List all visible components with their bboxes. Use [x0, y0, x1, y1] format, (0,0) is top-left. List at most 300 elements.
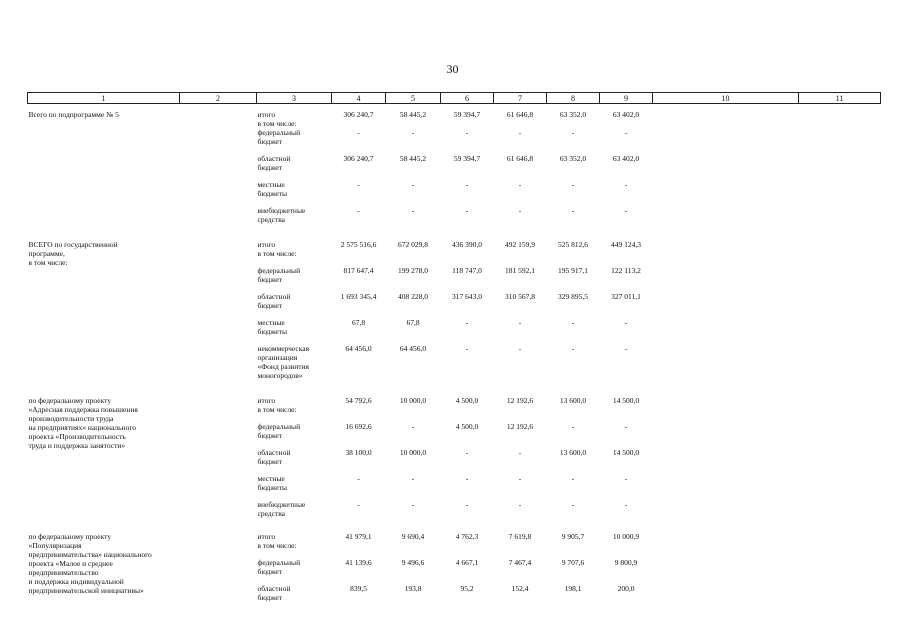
amount-value: 200,0	[617, 584, 635, 593]
column-header: 6	[441, 93, 494, 104]
empty-cell	[653, 500, 799, 526]
amount-value: -	[571, 318, 575, 327]
amount-value: 54 792,6	[345, 396, 372, 405]
funding-source-label: местные бюджеты	[257, 474, 288, 492]
amount-value: -	[571, 500, 575, 509]
amount-value-cell	[441, 266, 494, 292]
amount-value-cell	[494, 344, 547, 390]
amount-value-cell	[494, 318, 547, 344]
amount-value-cell	[547, 422, 600, 448]
amount-value: 12 192,6	[506, 422, 534, 431]
amount-value-cell	[441, 318, 494, 344]
amount-value: -	[411, 422, 415, 431]
amount-value-cell	[494, 180, 547, 206]
funding-source-label: федеральный бюджет	[257, 266, 301, 284]
funding-source-label: областной бюджет	[257, 448, 291, 466]
amount-value: -	[411, 206, 415, 215]
amount-value: 492 159,9	[505, 240, 535, 249]
amount-value: -	[465, 448, 469, 457]
group-title-cell	[28, 396, 180, 526]
amount-value-cell	[600, 104, 653, 129]
amount-value-cell	[547, 266, 600, 292]
amount-value: -	[571, 474, 575, 483]
amount-value-cell	[386, 344, 441, 390]
empty-cell	[799, 584, 881, 606]
column-header: 2	[180, 93, 257, 104]
amount-value: 327 011,1	[611, 292, 641, 301]
funding-source-label-cell	[257, 558, 332, 584]
table-row	[28, 240, 881, 266]
amount-value: -	[518, 318, 522, 327]
group-title: по федеральному проекту «Адресная поддержка повышения производительности труда на предприятиях» национального проекта «Производительность труда и поддержка занятости»	[28, 396, 138, 450]
amount-value-cell	[600, 266, 653, 292]
amount-value-cell	[494, 206, 547, 232]
funding-source-label-cell	[257, 500, 332, 526]
amount-value-cell	[547, 240, 600, 266]
empty-cell	[653, 344, 799, 390]
amount-value: 4 500,0	[455, 422, 479, 431]
funding-source-label-cell	[257, 474, 332, 500]
amount-value: -	[357, 128, 360, 137]
amount-value: -	[571, 180, 575, 189]
amount-value-cell	[441, 532, 494, 558]
amount-value: -	[465, 500, 469, 509]
funding-source-label: внебюджетные средства	[257, 500, 306, 518]
amount-value-cell	[441, 128, 494, 154]
amount-value: 306 240,7	[343, 110, 374, 119]
amount-value-cell	[547, 206, 600, 232]
column-header: 5	[386, 93, 441, 104]
amount-value: 317 643,0	[452, 292, 482, 301]
amount-value-cell	[332, 344, 386, 390]
amount-value-cell	[332, 104, 386, 129]
amount-value-cell	[494, 396, 547, 422]
empty-cell	[180, 240, 257, 390]
empty-cell	[653, 448, 799, 474]
amount-value-cell	[332, 318, 386, 344]
amount-value: -	[624, 128, 628, 137]
amount-value-cell	[386, 584, 441, 606]
amount-value: 195 917,1	[558, 266, 588, 275]
amount-value-cell	[441, 558, 494, 584]
amount-value: 12 192,6	[506, 396, 534, 405]
funding-source-label: итого в том числе:	[257, 240, 297, 258]
amount-value: -	[357, 206, 360, 215]
amount-value: -	[465, 318, 469, 327]
amount-value: -	[624, 344, 628, 353]
amount-value: 9 800,9	[614, 558, 638, 567]
amount-value-cell	[494, 474, 547, 500]
amount-value: -	[624, 318, 628, 327]
amount-value: 61 646,8	[506, 154, 534, 163]
amount-value-cell	[494, 128, 547, 154]
funding-source-label-cell	[257, 154, 332, 180]
amount-value: 152,4	[511, 584, 529, 593]
amount-value: -	[411, 474, 415, 483]
amount-value: 14 500,0	[612, 448, 640, 457]
amount-value-cell	[441, 422, 494, 448]
amount-value: 13 600,0	[559, 448, 587, 457]
amount-value-cell	[386, 180, 441, 206]
amount-value-cell	[386, 396, 441, 422]
empty-cell	[799, 500, 881, 526]
empty-cell	[653, 180, 799, 206]
amount-value: -	[518, 128, 522, 137]
amount-value-cell	[441, 154, 494, 180]
amount-value-cell	[494, 266, 547, 292]
amount-value: 58 445,2	[399, 154, 427, 163]
amount-value: 7 467,4	[508, 558, 532, 567]
group-title: ВСЕГО по государственной программе, в том числе:	[28, 240, 118, 267]
amount-value-cell	[494, 448, 547, 474]
empty-cell	[799, 104, 881, 129]
amount-value: 38 100,0	[345, 448, 372, 457]
amount-value: 63 402,0	[612, 154, 640, 163]
amount-value-cell	[494, 532, 547, 558]
amount-value-cell	[547, 154, 600, 180]
amount-value: 199 278,0	[398, 266, 428, 275]
amount-value-cell	[386, 154, 441, 180]
amount-value: -	[518, 344, 522, 353]
empty-cell	[799, 474, 881, 500]
column-header: 1	[28, 93, 180, 104]
amount-value: 63 352,0	[559, 154, 587, 163]
amount-value: 193,8	[404, 584, 422, 593]
amount-value-cell	[332, 240, 386, 266]
amount-value: -	[465, 128, 469, 137]
column-header: 11	[799, 93, 881, 104]
empty-cell	[799, 240, 881, 266]
empty-cell	[653, 584, 799, 606]
empty-cell	[653, 104, 799, 129]
funding-source-label-cell	[257, 318, 332, 344]
amount-value-cell	[547, 180, 600, 206]
amount-value: 9 690,4	[401, 532, 425, 541]
amount-value-cell	[441, 240, 494, 266]
amount-value-cell	[547, 344, 600, 390]
amount-value-cell	[600, 344, 653, 390]
amount-value: 118 747,0	[452, 266, 482, 275]
table-body	[28, 104, 881, 607]
amount-value-cell	[600, 154, 653, 180]
amount-value-cell	[494, 584, 547, 606]
amount-value-cell	[547, 474, 600, 500]
amount-value: 2 575 516,6	[340, 240, 377, 249]
amount-value: 67,8	[351, 318, 366, 327]
amount-value: 10 000,9	[612, 532, 640, 541]
empty-cell	[653, 532, 799, 558]
amount-value-cell	[547, 584, 600, 606]
funding-source-label-cell	[257, 240, 332, 266]
empty-cell	[799, 206, 881, 232]
amount-value-cell	[332, 500, 386, 526]
spacer-cell	[28, 232, 881, 240]
funding-source-label: федеральный бюджет	[257, 558, 301, 576]
amount-value: -	[571, 206, 575, 215]
amount-value: 95,2	[460, 584, 474, 593]
amount-value: 13 600,0	[559, 396, 587, 405]
amount-value-cell	[332, 532, 386, 558]
amount-value-cell	[386, 104, 441, 129]
amount-value-cell	[332, 206, 386, 232]
empty-cell	[653, 292, 799, 318]
amount-value: 817 647,4	[343, 266, 374, 275]
funding-source-label-cell	[257, 448, 332, 474]
amount-value-cell	[332, 128, 386, 154]
amount-value: 59 394,7	[453, 110, 481, 119]
empty-cell	[653, 558, 799, 584]
amount-value: 9 707,6	[561, 558, 585, 567]
column-header: 8	[547, 93, 600, 104]
amount-value: -	[571, 422, 575, 431]
amount-value: 59 394,7	[453, 154, 481, 163]
amount-value-cell	[332, 266, 386, 292]
amount-value: 61 646,8	[506, 110, 534, 119]
empty-cell	[799, 396, 881, 422]
empty-cell	[653, 240, 799, 266]
empty-cell	[653, 154, 799, 180]
empty-cell	[653, 266, 799, 292]
funding-source-label-cell	[257, 266, 332, 292]
amount-value-cell	[600, 532, 653, 558]
funding-source-label-cell	[257, 344, 332, 390]
group-title: по федеральному проекту «Популяризация предпринимательства» национального проекта «Малое и среднее предпринимательство и поддержка индивидуальной предпринимательской инициативы»	[28, 532, 152, 595]
amount-value-cell	[386, 532, 441, 558]
empty-cell	[653, 474, 799, 500]
empty-cell	[799, 266, 881, 292]
funding-source-label-cell	[257, 584, 332, 606]
amount-value-cell	[441, 500, 494, 526]
amount-value: 1 693 345,4	[340, 292, 377, 301]
amount-value-cell	[494, 292, 547, 318]
amount-value: 122 113,2	[611, 266, 641, 275]
amount-value-cell	[332, 292, 386, 318]
amount-value: 10 000,0	[399, 448, 427, 457]
amount-value-cell	[547, 448, 600, 474]
amount-value: 41 979,1	[345, 532, 372, 541]
amount-value-cell	[441, 292, 494, 318]
empty-cell	[799, 154, 881, 180]
empty-cell	[653, 396, 799, 422]
funding-source-label: итого в том числе:	[257, 110, 297, 128]
funding-source-label-cell	[257, 292, 332, 318]
page-number: 30	[446, 62, 459, 76]
amount-value: 7 619,8	[508, 532, 532, 541]
amount-value-cell	[332, 422, 386, 448]
funding-source-label: некоммерческая организация «Фонд развития моногородов»	[257, 344, 310, 380]
amount-value-cell	[386, 206, 441, 232]
group-title-cell	[28, 532, 180, 606]
amount-value-cell	[332, 584, 386, 606]
amount-value-cell	[547, 128, 600, 154]
amount-value: 10 000,0	[399, 396, 427, 405]
amount-value: 4 667,1	[455, 558, 479, 567]
amount-value-cell	[386, 318, 441, 344]
column-number-row	[28, 93, 881, 104]
empty-cell	[653, 206, 799, 232]
amount-value-cell	[332, 474, 386, 500]
funding-source-label-cell	[257, 180, 332, 206]
amount-value-cell	[386, 128, 441, 154]
amount-value-cell	[441, 104, 494, 129]
amount-value: -	[411, 500, 415, 509]
amount-value-cell	[600, 422, 653, 448]
amount-value-cell	[547, 104, 600, 129]
amount-value-cell	[547, 292, 600, 318]
amount-value-cell	[600, 128, 653, 154]
table-row	[28, 104, 881, 129]
funding-source-label-cell	[257, 128, 332, 154]
amount-value-cell	[386, 558, 441, 584]
amount-value: 672 029,8	[398, 240, 428, 249]
amount-value-cell	[494, 240, 547, 266]
amount-value-cell	[386, 240, 441, 266]
funding-source-label: итого в том числе:	[257, 396, 297, 414]
amount-value: -	[465, 474, 469, 483]
column-header: 3	[257, 93, 332, 104]
amount-value-cell	[332, 558, 386, 584]
amount-value: 67,8	[406, 318, 420, 327]
amount-value: -	[465, 180, 469, 189]
amount-value-cell	[386, 448, 441, 474]
amount-value: 436 390,0	[452, 240, 482, 249]
column-header: 9	[600, 93, 653, 104]
amount-value-cell	[547, 500, 600, 526]
amount-value-cell	[600, 292, 653, 318]
amount-value: 306 240,7	[343, 154, 374, 163]
amount-value: -	[518, 448, 522, 457]
amount-value-cell	[600, 500, 653, 526]
amount-value: 58 445,2	[399, 110, 427, 119]
amount-value-cell	[441, 584, 494, 606]
amount-value: 198,1	[564, 584, 582, 593]
group-title-cell	[28, 104, 180, 233]
amount-value-cell	[332, 180, 386, 206]
empty-cell	[799, 180, 881, 206]
amount-value: 63 402,0	[612, 110, 640, 119]
amount-value: 525 812,6	[558, 240, 588, 249]
amount-value: -	[571, 344, 575, 353]
empty-cell	[799, 128, 881, 154]
amount-value-cell	[600, 396, 653, 422]
amount-value-cell	[494, 154, 547, 180]
amount-value: 16 692,6	[345, 422, 372, 431]
amount-value-cell	[600, 448, 653, 474]
amount-value: 41 139,6	[345, 558, 372, 567]
amount-value-cell	[494, 558, 547, 584]
funding-source-label: областной бюджет	[257, 154, 291, 172]
amount-value: 9 496,6	[401, 558, 425, 567]
amount-value: 63 352,0	[559, 110, 587, 119]
amount-value: 408 228,0	[398, 292, 428, 301]
amount-value-cell	[600, 558, 653, 584]
column-header: 4	[332, 93, 386, 104]
funding-source-label: федеральный бюджет	[257, 422, 301, 440]
funding-source-label: внебюджетные средства	[257, 206, 306, 224]
amount-value: 14 500,0	[612, 396, 640, 405]
amount-value-cell	[494, 422, 547, 448]
column-header: 10	[653, 93, 799, 104]
funding-source-label-cell	[257, 422, 332, 448]
amount-value: 310 567,8	[505, 292, 535, 301]
funding-source-label-cell	[257, 396, 332, 422]
amount-value: -	[357, 474, 360, 483]
amount-value: -	[624, 422, 628, 431]
funding-source-label: местные бюджеты	[257, 180, 288, 198]
amount-value-cell	[547, 532, 600, 558]
amount-value-cell	[600, 584, 653, 606]
amount-value: -	[518, 500, 522, 509]
amount-value: -	[357, 500, 360, 509]
amount-value-cell	[441, 180, 494, 206]
amount-value: 329 895,5	[558, 292, 588, 301]
amount-value-cell	[600, 318, 653, 344]
amount-value-cell	[547, 318, 600, 344]
amount-value: -	[411, 180, 415, 189]
empty-cell	[799, 448, 881, 474]
funding-source-label-cell	[257, 206, 332, 232]
budget-table	[27, 92, 881, 606]
amount-value: 181 592,1	[505, 266, 535, 275]
funding-source-label-cell	[257, 532, 332, 558]
table-row	[28, 396, 881, 422]
amount-value-cell	[386, 292, 441, 318]
funding-source-label: местные бюджеты	[257, 318, 288, 336]
amount-value: 64 456,0	[345, 344, 372, 353]
amount-value: -	[518, 206, 522, 215]
amount-value-cell	[386, 474, 441, 500]
group-spacer	[28, 232, 881, 240]
empty-cell	[799, 558, 881, 584]
amount-value: -	[624, 206, 628, 215]
amount-value-cell	[494, 500, 547, 526]
amount-value: -	[624, 474, 628, 483]
amount-value-cell	[600, 206, 653, 232]
amount-value: -	[518, 474, 522, 483]
table-row	[28, 532, 881, 558]
amount-value: 839,5	[350, 584, 367, 593]
group-title-cell	[28, 240, 180, 390]
amount-value-cell	[494, 104, 547, 129]
amount-value: 449 124,3	[611, 240, 641, 249]
amount-value: -	[571, 128, 575, 137]
amount-value-cell	[441, 474, 494, 500]
amount-value-cell	[441, 344, 494, 390]
funding-source-label: областной бюджет	[257, 584, 291, 602]
amount-value: -	[465, 344, 469, 353]
group-title: Всего по подпрограмме № 5	[28, 110, 119, 119]
amount-value: -	[357, 180, 360, 189]
amount-value: -	[624, 180, 628, 189]
funding-source-label-cell	[257, 104, 332, 129]
funding-source-label: федеральный бюджет	[257, 128, 301, 146]
funding-source-label: итого в том числе:	[257, 532, 297, 550]
amount-value: -	[518, 180, 522, 189]
empty-cell	[180, 396, 257, 526]
amount-value-cell	[547, 396, 600, 422]
empty-cell	[180, 532, 257, 606]
amount-value-cell	[386, 266, 441, 292]
empty-cell	[653, 128, 799, 154]
amount-value: 64 456,0	[399, 344, 427, 353]
column-header: 7	[494, 93, 547, 104]
empty-cell	[799, 532, 881, 558]
empty-cell	[653, 318, 799, 344]
amount-value-cell	[386, 422, 441, 448]
empty-cell	[799, 318, 881, 344]
amount-value: 4 762,3	[455, 532, 479, 541]
amount-value-cell	[600, 474, 653, 500]
